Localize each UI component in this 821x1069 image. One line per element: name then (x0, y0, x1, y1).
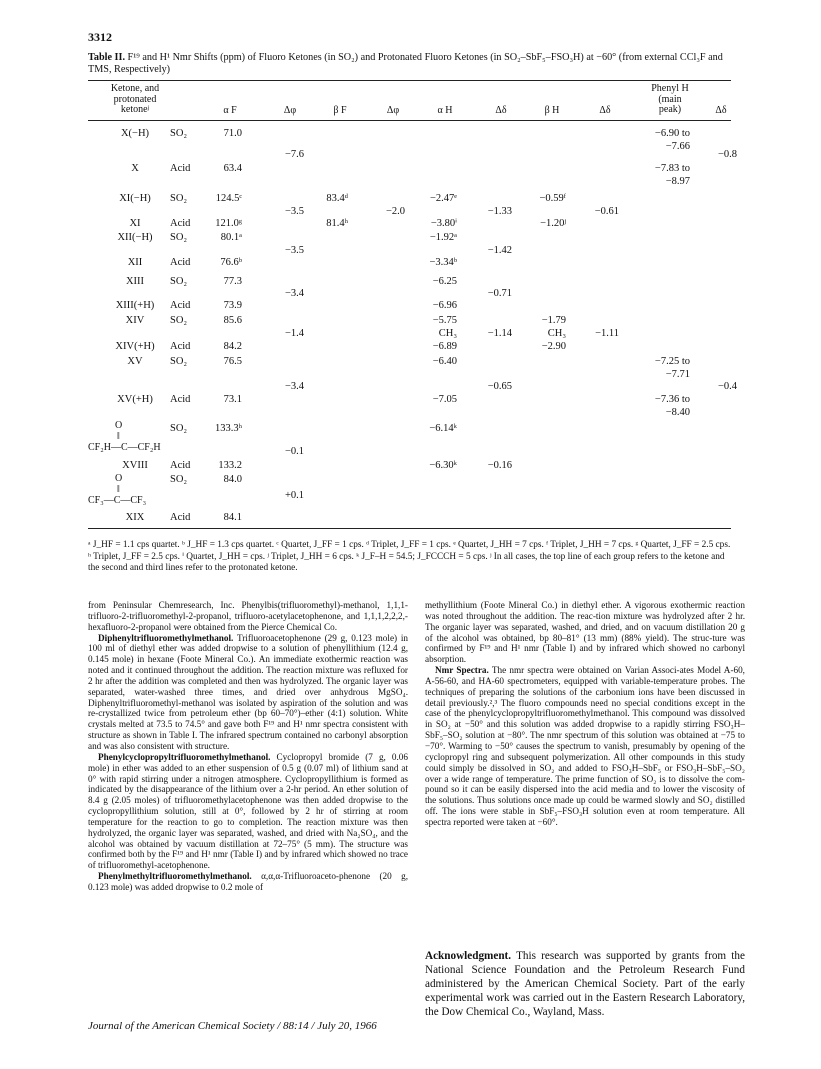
header-phenyl-line: (main (658, 93, 682, 105)
structure-o: O (115, 420, 123, 431)
table-header-rule (88, 120, 731, 121)
header-phenyl-h (640, 84, 700, 116)
cell-alpha-f: 121.0ᵍ (215, 218, 242, 229)
header-ketone-line: ketoneʲ (120, 104, 150, 115)
header-delta-phi: Δφ (386, 105, 400, 116)
cell-solvent: Acid (170, 512, 191, 523)
cell-solvent: Acid (170, 341, 191, 352)
paragraph-text: methyllithium (Foote Mineral Co.) in diethyl ether. A vigorous exothermic reaction was noted throughout the addition. The reac-tion mixture was hydrolyzed after 2 hr. The organic layer was separated, washed, and dried, and on vacuum distillation 20 g of the alcohol was obtained, bp 80–81° (13 mm) (88% yield). The struc-ture was confirmed by F¹⁹ and H¹ nmr (Table I) and by infrared which showed no carbonyl absorption. (425, 600, 745, 665)
cell-delta-delta: −1.33 (487, 206, 512, 217)
cell-alpha-f: 133.2 (218, 460, 242, 471)
cell-alpha-h: CH₃ (438, 328, 457, 339)
cell-solvent: Acid (170, 163, 191, 174)
cell-phenyl-h: −8.97 (665, 176, 690, 187)
cell-ketone: XII(−H) (117, 232, 153, 243)
header-beta-h: β H (544, 105, 560, 116)
paragraph (88, 633, 408, 752)
cell-beta-h: −2.90 (541, 341, 566, 352)
table-top-rule (88, 80, 731, 81)
acknowledgment (425, 949, 745, 1019)
cell-phenyl-h: −6.90 to (654, 128, 690, 139)
cell-delta-delta: −0.4 (717, 381, 737, 392)
cell-ketone: XVIII (122, 460, 148, 471)
cell-delta-phi: −3.4 (284, 381, 304, 392)
cell-solvent: SO₂ (170, 128, 188, 139)
cell-alpha-f: 63.4 (223, 163, 242, 174)
paragraph-heading: Diphenyltrifluoromethylmethanol. (98, 632, 234, 643)
header-alpha-h: α H (437, 105, 453, 116)
paragraph (88, 600, 408, 633)
paragraph-text: from Peninsular Chemresearch, Inc. Phenylbis(trifluoromethyl)-methanol, 1,1,1-trifluoro-2-trifluoromethyl-2-propanol, trifluoro-acetylacetophenone, and 1,1,1,2,2,2,-hexafluoro-2-propanol were obtained from the Pierce Chemical Co. (88, 600, 408, 632)
cell-alpha-f: 124.5ᶜ (215, 193, 242, 204)
cell-alpha-h: −6.25 (432, 276, 457, 287)
cell-delta-phi: −3.5 (284, 245, 304, 256)
cell-delta-delta: −0.61 (594, 206, 619, 217)
acknowledgment-text: This research was supported by grants from the National Science Foundation and the Petroleum Research Fund administered by the American Chemical Society. Part of the early experimental work was carried out in the Eastern Research Laboratory, the Dow Chemical Co., Wayland, Mass. (425, 950, 745, 1018)
structure-o: O (115, 473, 123, 484)
cell-alpha-f: 80.1ᵃ (220, 232, 242, 243)
cell-ketone: XV (127, 356, 143, 367)
cell-alpha-f: 73.1 (223, 394, 242, 405)
cell-alpha-f: 133.3ʰ (215, 423, 242, 434)
cell-solvent: SO₂ (170, 232, 188, 243)
cell-alpha-h: −6.96 (432, 300, 457, 311)
table-caption (88, 52, 728, 76)
cell-solvent: SO₂ (170, 315, 188, 326)
table-label: Table II. (88, 52, 125, 63)
cell-alpha-h: −6.40 (432, 356, 457, 367)
cell-solvent: SO₂ (170, 356, 188, 367)
cell-solvent: Acid (170, 257, 191, 268)
cell-alpha-f: 77.3 (223, 276, 242, 287)
paragraph (88, 752, 408, 871)
cell-ketone: XIV (125, 315, 145, 326)
cell-delta-delta: −1.14 (487, 328, 512, 339)
cell-solvent: Acid (170, 300, 191, 311)
cell-beta-h: CH₃ (547, 328, 566, 339)
cell-delta-phi: +0.1 (284, 490, 304, 501)
table-footnotes: ᵃ J_HF = 1.1 cps quartet. ᵇ J_HF = 1.3 cps quartet. ᶜ Quartet, J_FF = 1 cps. ᵈ Triplet, J_FF = 1 cps. ᵉ Quartet, J_HH = 7 cps. ᶠ Triplet, J_HH = 7 cps. ᵍ Quartet, J_FF = 2.5 cps. ʰ Triplet, J_FF = 2.5 cps. ⁱ Quartet, J_HH = cps. ʲ Triplet, J_HH = 6 cps. ᵏ J_F–H = 54.5; J_FCCCH = 5 cps. ʲ In all cases, the top line of each group refers to the ketone and the second and third lines refer to the protonated ketone. (88, 540, 731, 573)
cell-alpha-h: −6.30ᵏ (429, 460, 457, 471)
paragraph-text: α,α,α-Trifluoroaceto-phenone (20 g, 0.123 mole) was added dropwise to 0.2 mole of (88, 871, 408, 892)
cell-ketone: XIII (125, 276, 145, 287)
cell-phenyl-h: −7.66 (665, 141, 690, 152)
cell-delta-phi: −1.4 (284, 328, 304, 339)
cell-ketone: XIV(+H) (115, 341, 155, 352)
cell-phenyl-h: −7.36 to (654, 394, 690, 405)
cell-solvent: SO₂ (170, 423, 188, 434)
cell-beta-h: −0.59ᶠ (539, 193, 566, 204)
header-phenyl-line: Phenyl H (651, 83, 689, 94)
header-ketone-line: protonated (113, 93, 157, 105)
cell-beta-h: −1.20ʲ (540, 218, 566, 229)
cell-delta-phi: −3.5 (284, 206, 304, 217)
cell-alpha-h: −2.47ᵉ (430, 193, 457, 204)
header-delta-delta: Δδ (715, 105, 727, 116)
cell-ketone: XI(−H) (119, 193, 151, 204)
cell-solvent: Acid (170, 218, 191, 229)
cell-alpha-f: 73.9 (223, 300, 242, 311)
cell-delta-delta: −1.42 (487, 245, 512, 256)
cell-alpha-f: 76.5 (223, 356, 242, 367)
cell-solvent: Acid (170, 394, 191, 405)
cell-delta-delta: −0.65 (487, 381, 512, 392)
paragraph-heading: Nmr Spectra. (435, 665, 489, 676)
header-ketone (95, 84, 175, 116)
page-number: 3312 (88, 30, 112, 44)
cell-alpha-f: 85.6 (223, 315, 242, 326)
cell-delta-delta: −1.11 (595, 328, 619, 339)
structure-double-bond: ‖ (117, 484, 120, 495)
cell-phenyl-h: −7.83 to (654, 163, 690, 174)
paragraph (425, 600, 745, 665)
left-column (88, 600, 408, 893)
paragraph-text: Trifluoroacetophenone (29 g, 0.123 mole) in 100 ml of diethyl ether was added dropwise to a solution of phenyllithium (12.4 g, 0.145 mole) in hexane (Foote Mineral Co.). An immediate exothermic reaction was noted and it continued throughout the addition. The reaction mixture was refluxed for 2 hr after the addition was completed and then was hydrolyzed. The organic layer was separated, water-washed three times, and dried over anhydrous MgSO₄. Diphenyltrifluoromethyl-methanol was isolated by aspiration of the solution and was re-crystallized twice from petroleum ether (bp 60–70°)–ether (4:1) solution. White crystals melted at 73.5 to 74.5° and gave both F¹⁹ and H¹ nmr spectra consistent with structure as shown in Table I. The infrared spectrum contained no carbonyl absorption and was also consistent with structure. (88, 632, 408, 751)
paragraph (88, 871, 408, 893)
cell-ketone: XV(+H) (117, 394, 153, 405)
cell-delta-phi: −0.1 (284, 446, 304, 457)
cell-delta-phi: −7.6 (284, 149, 304, 160)
cell-beta-f: 83.4ᵈ (326, 193, 348, 204)
header-phenyl-line: peak) (658, 104, 682, 115)
cell-alpha-f: 84.1 (223, 512, 242, 523)
cell-alpha-h: −1.92ᵃ (429, 232, 457, 243)
cell-beta-f: 81.4ʰ (326, 218, 348, 229)
cell-delta-phi: −3.4 (284, 288, 304, 299)
right-column (425, 600, 745, 828)
cell-solvent: SO₂ (170, 276, 188, 287)
header-delta-delta: Δδ (495, 105, 507, 116)
header-delta-phi: Δφ (283, 105, 297, 116)
cell-ketone: X(−H) (120, 128, 150, 139)
cell-alpha-h: −3.80ⁱ (430, 218, 457, 229)
cell-alpha-f: 71.0 (223, 128, 242, 139)
cell-solvent: SO₂ (170, 474, 188, 485)
cell-alpha-h: −3.34ᵇ (429, 257, 457, 268)
cell-phenyl-h: −7.71 (665, 369, 690, 380)
paragraph (425, 665, 745, 828)
cell-delta-delta: −0.8 (717, 149, 737, 160)
cell-solvent: SO₂ (170, 193, 188, 204)
cell-delta-phi: −2.0 (385, 206, 405, 217)
table-title: F¹⁹ and H¹ Nmr Shifts (ppm) of Fluoro Ketones (in SO₂) and Protonated Fluoro Ketones (in SO₂–SbF₅–FSO₃H) at −60° (from external CCl₃F and TMS, Respectively) (88, 52, 723, 75)
cell-delta-delta: −0.71 (487, 288, 512, 299)
structure-double-bond: ‖ (117, 431, 120, 442)
cell-alpha-h: −7.05 (432, 394, 457, 405)
table-bottom-rule (88, 528, 731, 529)
cell-ketone: XIX (125, 512, 145, 523)
journal-reference: Journal of the American Chemical Society / 88:14 / July 20, 1966 (88, 1020, 377, 1032)
cell-beta-h: −1.79 (541, 315, 566, 326)
paragraph-text: Cyclopropyl bromide (7 g, 0.06 mole) in ether was added to an ether suspension of 0.5 g (0.07 ml) of lithium sand at 0° with rapid stirring under a nitrogen atmosphere. Cyclopropyllithium is formed as indicated by the disappearance of the lithium over a 2-hr period. An ether solution of 8.4 g (2.05 moles) of trifluoromethylacetophenone was then added dropwise to the cyclopropyllithium solution, still at 0°, followed by 2 hr of stirring at room temperature for the reaction to go to completion. The reaction mixture was then hydrolyzed, the organic layer was separated, washed, and dried with Na₂SO₄, and the alcohol was obtained by vacuum distillation at 72–75° (5 mm). The structure was confirmed both by the F¹⁹ and H¹ nmr (Table I) and by infrared which showed no trace of trifluoromethyl-acetophenone. (88, 751, 408, 871)
cell-alpha-h: −6.89 (432, 341, 457, 352)
header-delta-delta: Δδ (599, 105, 611, 116)
cell-ketone: XII (127, 257, 143, 268)
cell-phenyl-h: −7.25 to (654, 356, 690, 367)
cell-solvent: Acid (170, 460, 191, 471)
structure-chain: CF₂H—C—CF₂H (88, 442, 161, 453)
structure-chain: CF₃—C—CF₃ (88, 495, 147, 506)
header-ketone-line: Ketone, and (110, 83, 160, 94)
cell-alpha-f: 84.0 (223, 474, 242, 485)
acknowledgment-heading: Acknowledgment. (425, 950, 512, 962)
cell-ketone: XIII(+H) (115, 300, 155, 311)
paragraph-text: The nmr spectra were obtained on Varian Associ-ates Model A-60, A-56-60, and HA-60 spectrometers, equipped with variable-temperature probes. The techniques of preparing the solutions of the carbonium ions have been discussed in detail previously.²,³ The fluoro compounds need no special conditions except in the case of the phenylcyclopropyltrifluoromethylmethanol. This compound was dissolved in SO₂ at −50° and this solution was added dropwise to a rapidly stirring FSO₃H–SbF₅–SO₂ solution at −80°. The nmr spectrum of this solution was obtained at −75 to −70°. Warming to −50° causes the spectrum to vanish, presumably by opening of the cyclopropyl ring and subsequent polymerization. All other compounds in this study could simply be dissolved in SO₂ and added to FSO₃H–SbF₅ or FSO₃H–SbF₅–SO₂ over a wide range of temperature. The prime function of SO₂ is to dissolve the com-pound so it can be easily dispersed into the acid media and to lower the viscosity of the solutions. Thus solutions once made up could be warmed slowly and SO₂ distilled off. The ions were stable in SbF₅–FSO₃H solution even at room temperature. All spectra reported were taken at −60°. (425, 665, 745, 827)
paragraph-heading: Phenylcyclopropyltrifluoromethylmethanol. (98, 751, 271, 762)
header-beta-f: β F (333, 105, 347, 116)
cell-alpha-h: −5.75 (432, 315, 457, 326)
cell-phenyl-h: −8.40 (665, 407, 690, 418)
cell-ketone: X (131, 163, 139, 174)
paragraph-heading: Phenylmethyltrifluoromethylmethanol. (98, 871, 252, 882)
cell-alpha-f: 76.6ᵇ (220, 257, 242, 268)
cell-ketone: XI (129, 218, 141, 229)
cell-delta-delta: −0.16 (487, 460, 512, 471)
header-alpha-f: α F (223, 105, 237, 116)
cell-alpha-h: −6.14ᵏ (429, 423, 457, 434)
cell-alpha-f: 84.2 (223, 341, 242, 352)
